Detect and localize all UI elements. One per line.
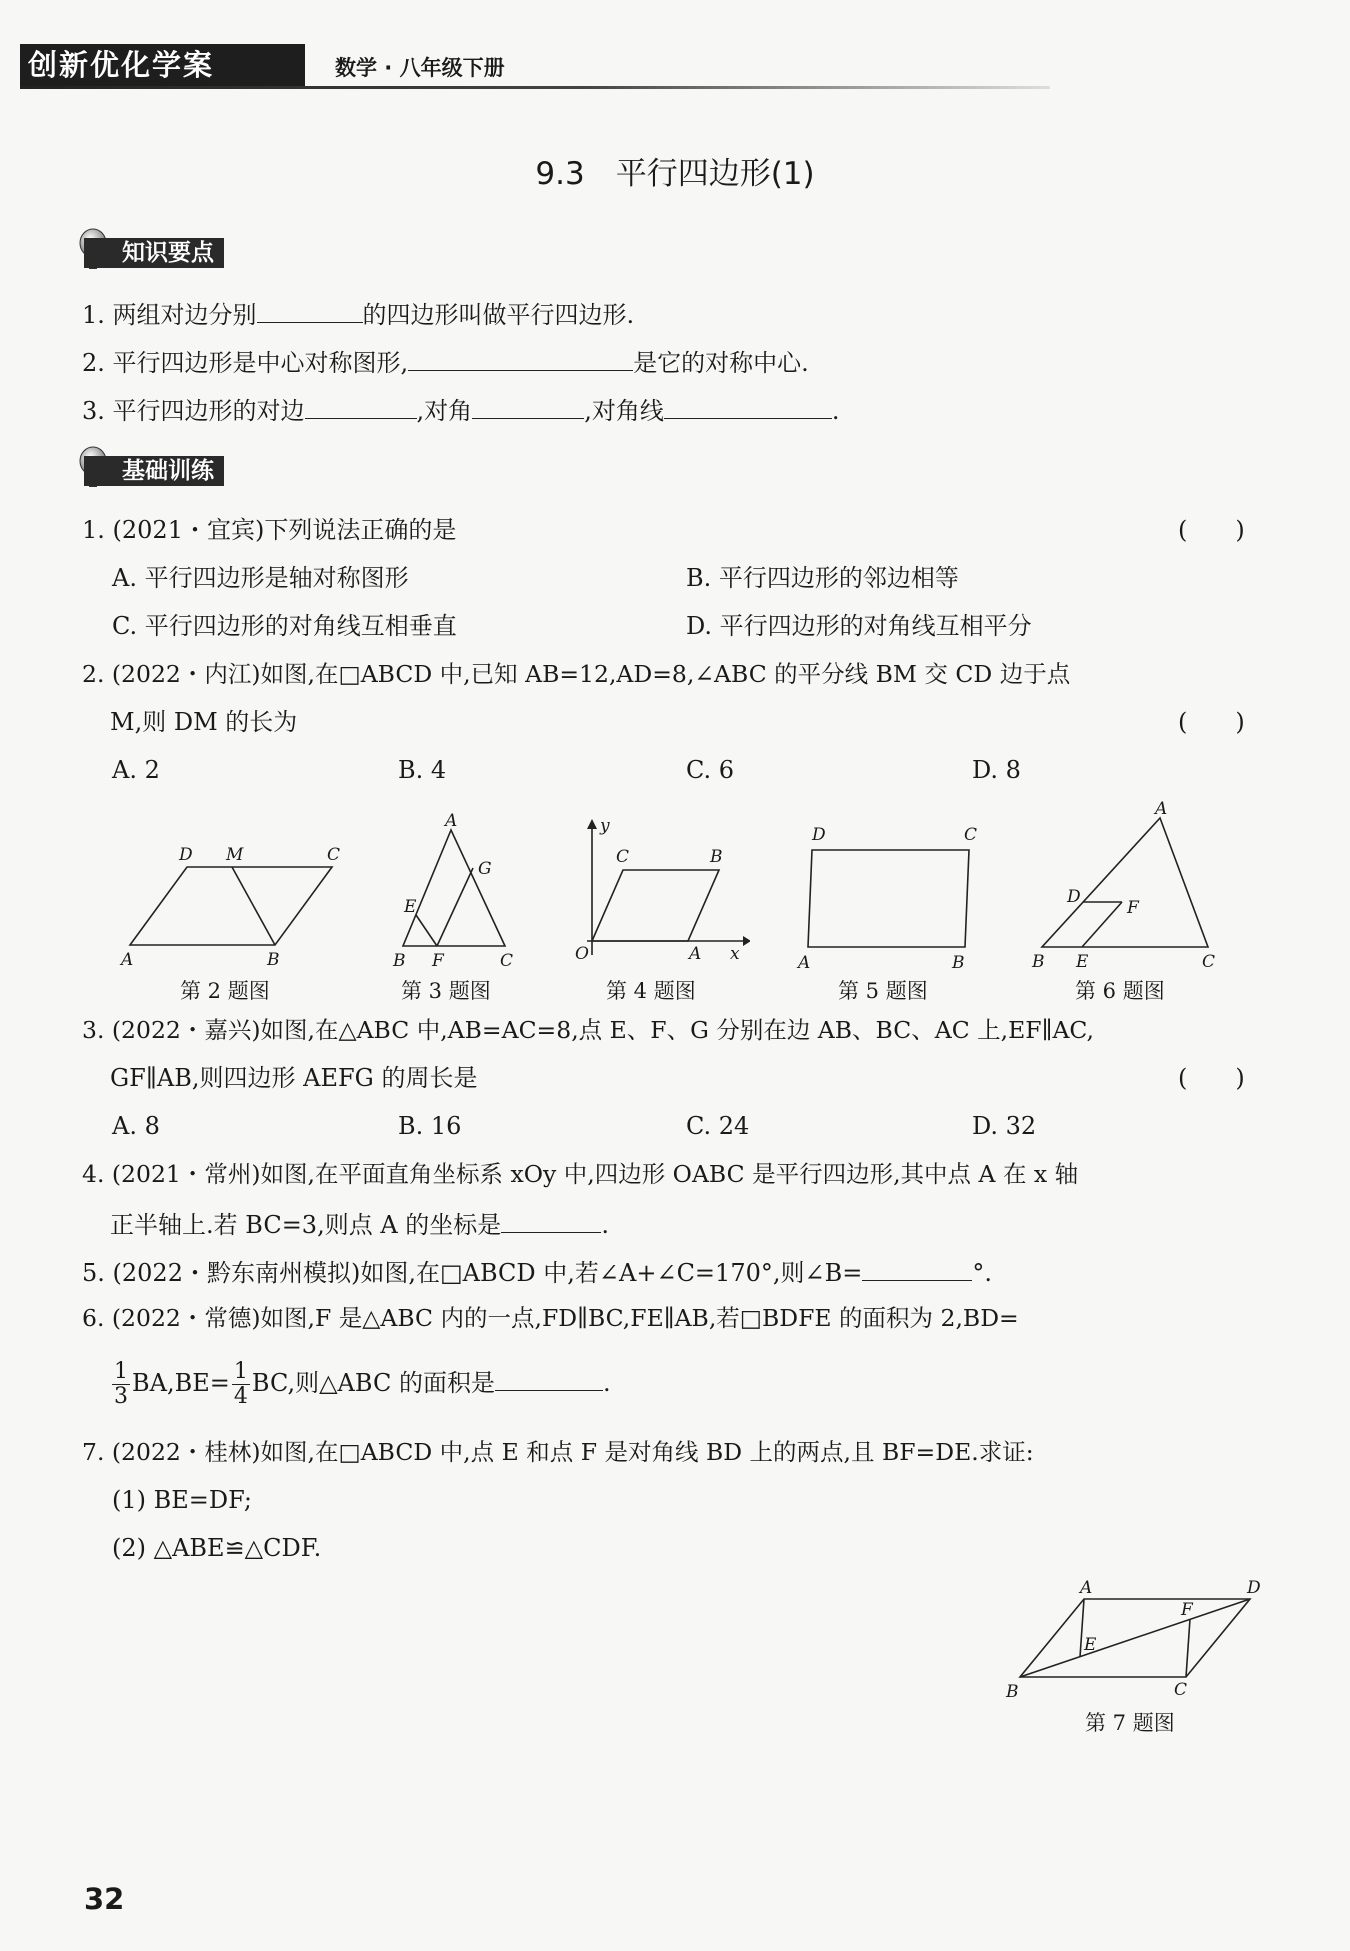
figure-q4 [565,815,750,975]
fig4-label-b: B [710,847,723,867]
q3-line2: GF∥AB,则四边形 AEFG 的周长是 [110,1064,478,1092]
answer-blank[interactable] [472,392,584,419]
q2-option-d[interactable]: D. 8 [972,756,1021,784]
q2-option-a[interactable]: A. 2 [112,756,160,784]
q1-option-d[interactable]: D. 平行四边形的对角线互相平分 [686,612,1032,640]
item-text: ,对角 [416,397,473,425]
q3-option-a[interactable]: A. 8 [112,1112,160,1140]
fig2-label-m: M [226,845,244,865]
knowledge-item-1 [82,296,634,331]
fig3-label-c: C [500,951,514,971]
knowledge-item-3 [82,392,839,427]
q2-option-b[interactable]: B. 4 [398,756,447,784]
fig5-label-c: C [964,825,978,845]
knowledge-item-2 [82,344,809,379]
caption-fig4: 第 4 题图 [606,979,696,1003]
answer-paren[interactable]: ( ) [1178,516,1245,544]
fig3-label-f: F [432,951,444,971]
fig3-label-e: E [404,897,417,917]
header-rule [20,86,1050,89]
answer-blank[interactable] [501,1206,601,1233]
q1-option-b[interactable]: B. 平行四边形的邻边相等 [686,564,959,592]
fig4-label-a: A [689,944,702,964]
fraction-one-third: $\frac{1}{3}$ [114,1359,128,1409]
q3-option-b[interactable]: B. 16 [398,1112,462,1140]
fig7-label-c: C [1174,1680,1188,1700]
answer-blank[interactable] [862,1254,972,1281]
item-text: 平行四边形是中心对称图形, [112,349,409,377]
item-text: 是它的对称中心. [633,349,809,377]
answer-paren[interactable]: ( ) [1178,708,1245,736]
header-subject: 数学 · 八年级下册 [335,56,505,80]
fig5-label-b: B [952,953,965,973]
item-text: 平行四边形的对边 [112,397,305,425]
figure-q3 [385,812,520,977]
q5-line [82,1254,992,1289]
answer-blank[interactable] [495,1364,603,1391]
item-number: 1. [82,301,105,329]
q3-line1: 3. (2022・嘉兴)如图,在△ABC 中,AB=AC=8,点 E、F、G 分别在边 AB、BC、AC 上,EF∥AC, [82,1016,1095,1044]
q4-line2 [110,1206,609,1241]
fig7-label-d: D [1247,1578,1261,1598]
caption-fig5: 第 5 题图 [838,979,928,1003]
fig2-label-c: C [327,845,341,865]
caption-fig2: 第 2 题图 [180,979,270,1003]
figure-q7 [1000,1575,1270,1705]
item-text: ,对角线 [584,397,664,425]
figure-q6 [1030,800,1230,972]
answer-blank[interactable] [664,392,832,419]
fig4-label-y: y [600,816,610,836]
answer-paren[interactable]: ( ) [1178,1064,1245,1092]
q6-line2 [110,1360,611,1409]
fig7-label-b: B [1006,1682,1019,1702]
item-text: . [831,397,840,425]
fraction-one-quarter: $\frac{1}{4}$ [233,1359,248,1409]
fig6-label-c: C [1202,952,1216,972]
fig5-label-a: A [798,953,811,973]
section-basic: 基础训练 [84,456,224,486]
fig3-label-a: A [445,812,458,831]
page-number: 32 [84,1882,125,1916]
fig4-label-o: O [575,944,589,964]
figure-q2 [115,840,345,975]
caption-fig3: 第 3 题图 [401,979,491,1003]
fig2-label-a: A [121,950,134,970]
q6-text: BC,则△ABC 的面积是 [251,1369,495,1397]
caption-fig6: 第 6 题图 [1075,979,1165,1003]
q1-option-a[interactable]: A. 平行四边形是轴对称图形 [112,564,409,592]
q7-line1: 7. (2022・桂林)如图,在□ABCD 中,点 E 和点 F 是对角线 BD 上的两点,且 BF=DE.求证: [82,1438,1034,1466]
fig6-label-d: D [1067,887,1081,907]
answer-blank[interactable] [305,392,417,419]
item-text: 的四边形叫做平行四边形. [362,301,635,329]
figure-q5 [790,818,980,973]
q2-line1: 2. (2022・内江)如图,在□ABCD 中,已知 AB=12,AD=8,∠ABC 的平分线 BM 交 CD 边于点 [82,660,1071,688]
q4-text: 正半轴上.若 BC=3,则点 A 的坐标是 [110,1211,502,1239]
item-number: 3. [82,397,105,425]
fig7-label-e: E [1084,1635,1097,1655]
item-number: 2. [82,349,105,377]
q5-text: 5. (2022・黔东南州模拟)如图,在□ABCD 中,若∠A+∠C=170°,则∠B= [82,1259,863,1287]
fig2-label-d: D [179,845,193,865]
fig3-label-g: G [478,859,492,879]
q3-option-d[interactable]: D. 32 [972,1112,1037,1140]
fig4-label-x: x [730,944,740,964]
fig7-label-f: F [1181,1600,1193,1620]
answer-blank[interactable] [408,344,633,371]
item-text: 两组对边分别 [112,301,257,329]
fig5-label-d: D [812,825,826,845]
fig6-label-f: F [1127,898,1139,918]
q1-stem: 1. (2021・宜宾)下列说法正确的是 [82,516,457,544]
page-title: 9.3 平行四边形(1) [535,156,815,192]
fig7-label-a: A [1080,1578,1093,1598]
fig2-label-b: B [267,950,280,970]
q3-option-c[interactable]: C. 24 [686,1112,750,1140]
q6-text: . [602,1369,611,1397]
q4-text: . [601,1211,609,1239]
q1-option-c[interactable]: C. 平行四边形的对角线互相垂直 [112,612,457,640]
q2-line2: M,则 DM 的长为 [110,708,298,736]
fig3-label-b: B [393,951,406,971]
q4-line1: 4. (2021・常州)如图,在平面直角坐标系 xOy 中,四边形 OABC 是平行四边形,其中点 A 在 x 轴 [82,1160,1079,1188]
fig4-label-c: C [616,847,630,867]
q5-text: °. [972,1259,992,1287]
q6-text: BA,BE= [132,1369,230,1397]
fig6-label-b: B [1032,952,1045,972]
section-knowledge: 知识要点 [84,238,224,268]
q6-line1: 6. (2022・常德)如图,F 是△ABC 内的一点,FD∥BC,FE∥AB,若□BDFE 的面积为 2,BD= [82,1304,1019,1332]
header-brand: 创新优化学案 [28,48,215,82]
q7-sub2: (2) △ABE≌△CDF. [112,1534,322,1562]
fig6-label-a: A [1155,800,1168,819]
answer-blank[interactable] [257,296,363,323]
q7-sub1: (1) BE=DF; [112,1486,253,1514]
caption-fig7: 第 7 题图 [1085,1711,1175,1735]
q2-option-c[interactable]: C. 6 [686,756,735,784]
fig6-label-e: E [1076,952,1089,972]
